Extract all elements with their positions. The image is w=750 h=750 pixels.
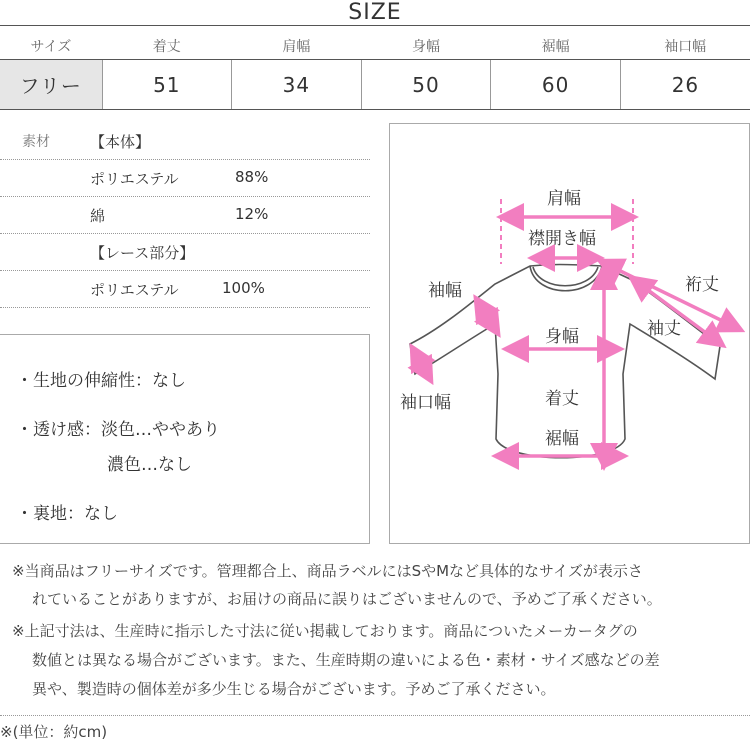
unit-note: ※(単位：約cm) bbox=[0, 723, 108, 741]
note-stretch: ・生地の伸縮性：なし bbox=[16, 371, 186, 391]
material-name: ポリエステル bbox=[90, 170, 179, 188]
label-neck: 襟開き幅 bbox=[528, 229, 596, 249]
value-hem-width: 60 bbox=[491, 60, 621, 110]
label-sleeve-length: 袖丈 bbox=[647, 319, 681, 339]
material-value: 12% bbox=[235, 205, 269, 223]
footer-note-line: れていることがありますが、お届けの商品に誤りはございませんので、予めご了承ください。 bbox=[32, 590, 662, 608]
material-row bbox=[0, 234, 370, 271]
material-row bbox=[0, 271, 370, 308]
material-name: ポリエステル bbox=[90, 281, 179, 299]
header-shoulder: 肩幅 bbox=[232, 33, 362, 60]
header-length: 着丈 bbox=[102, 33, 232, 60]
label-length: 着丈 bbox=[545, 389, 579, 409]
measurement-diagram bbox=[389, 123, 750, 544]
material-label: 素材 bbox=[22, 134, 50, 150]
material-value: 100% bbox=[222, 279, 265, 297]
size-title: SIZE bbox=[348, 0, 402, 25]
label-body-width: 身幅 bbox=[545, 327, 579, 347]
header-body-width: 身幅 bbox=[361, 33, 491, 60]
note-lining: ・裏地：なし bbox=[16, 504, 118, 524]
label-hem: 裾幅 bbox=[545, 429, 579, 449]
header-hem-width: 裾幅 bbox=[491, 33, 621, 60]
label-yuki: 裄丈 bbox=[685, 275, 719, 295]
note-sheer: ・透け感：淡色…ややあり bbox=[16, 420, 220, 440]
fabric-notes-box bbox=[0, 334, 370, 544]
value-shoulder: 34 bbox=[232, 60, 362, 110]
size-table-header-row bbox=[0, 33, 750, 60]
material-name: 【本体】 bbox=[90, 133, 151, 151]
title-divider bbox=[0, 25, 750, 26]
value-length: 51 bbox=[102, 60, 232, 110]
header-size: サイズ bbox=[0, 33, 102, 60]
value-cuff-width: 26 bbox=[620, 60, 750, 110]
value-body-width: 50 bbox=[361, 60, 491, 110]
material-name: 【レース部分】 bbox=[90, 244, 195, 262]
label-shoulder: 肩幅 bbox=[547, 189, 581, 209]
label-cuff: 袖口幅 bbox=[400, 393, 451, 413]
size-free: フリー bbox=[0, 60, 102, 110]
footer-note-line: ※当商品はフリーサイズです。管理都合上、商品ラベルにはSやMなど具体的なサイズが表示さ bbox=[12, 562, 643, 580]
sleeve-width-arrow bbox=[477, 300, 497, 332]
note-sheer-dark: 濃色…なし bbox=[107, 455, 192, 475]
footer-divider bbox=[0, 715, 750, 716]
footer-note-line: 異や、製造時の個体差が多少生じる場合がございます。予めご了承ください。 bbox=[32, 680, 556, 698]
size-table bbox=[0, 33, 750, 110]
material-value: 88% bbox=[235, 168, 269, 186]
material-row bbox=[0, 197, 370, 234]
header-cuff-width: 袖口幅 bbox=[620, 33, 750, 60]
material-row bbox=[0, 160, 370, 197]
material-row bbox=[0, 123, 370, 160]
material-name: 綿 bbox=[90, 207, 106, 225]
garment-diagram bbox=[390, 124, 749, 543]
size-table-row bbox=[0, 60, 750, 110]
footer-note-line: ※上記寸法は、生産時に指示した寸法に従い掲載しております。商品についたメーカータグの bbox=[12, 622, 638, 640]
footer-note-line: 数値とは異なる場合がございます。また、生産時期の違いによる色・素材・サイズ感などの差 bbox=[32, 651, 660, 669]
label-sleeve-width: 袖幅 bbox=[428, 281, 462, 301]
